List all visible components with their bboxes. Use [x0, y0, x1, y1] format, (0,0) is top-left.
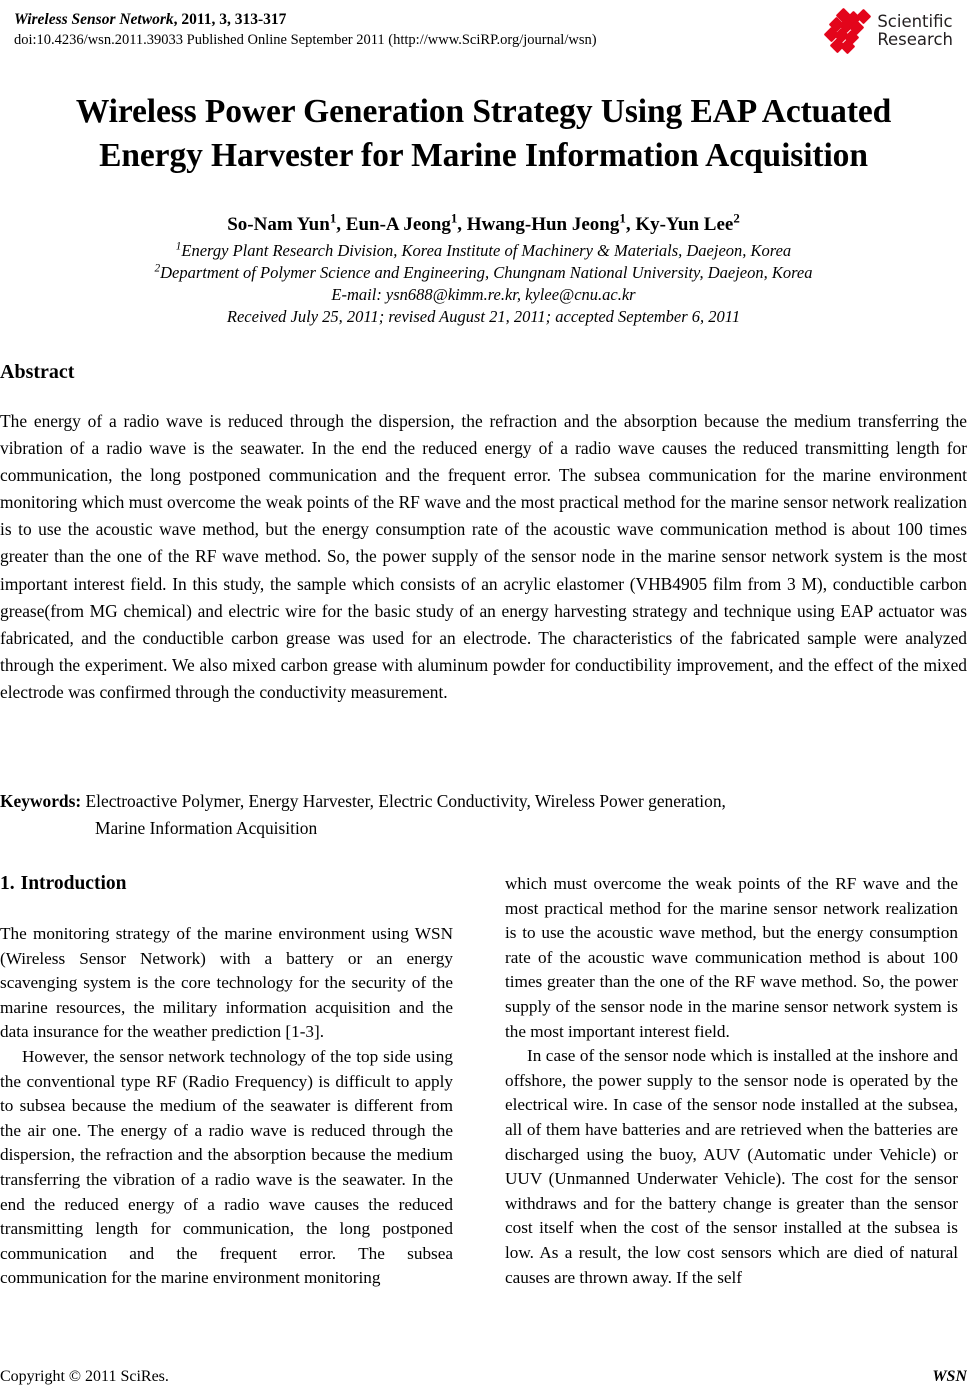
logo-word-scientific: Scientific: [877, 11, 953, 31]
abstract-heading: Abstract: [0, 361, 75, 383]
diamond-cluster-icon: [826, 10, 870, 52]
keywords-block: [0, 788, 860, 842]
paragraph: The monitoring strategy of the marine environment using WSN (Wireless Sensor Network) with a battery or an energy scavenging system is the core technology for the security of the marine resources, the military information acquisition and the data insurance for the weather prediction [1-3].: [0, 924, 453, 1042]
author-emails[interactable]: E-mail: ysn688@kimm.re.kr, kylee@cnu.ac.kr: [331, 285, 636, 304]
keywords-line-1: Electroactive Polymer, Energy Harvester, Electric Conductivity, Wireless Power generation,: [85, 791, 726, 811]
column-right: [505, 872, 958, 1290]
abstract-text: The energy of a radio wave is reduced through the dispersion, the refraction and the absorption because the medium transferring the vibration of a radio wave is the seawater. In the end the reduced energy of a radio wave causes the reduced transmitting length for communication, the long postponed communication and the frequent error. The subsea communication for the marine environment monitoring which must overcome the weak points of the RF wave and the most practical method for the marine sensor network realization is to use the acoustic wave method, but the energy consumption rate of the acoustic wave communication method is about 100 times greater than the one of the RF wave method. So, the power supply of the sensor node in the marine sensor network system is the most important interest field. In this study, the sample which consists of an acrylic elastomer (VHB4905 film from 3 M), conductible carbon grease(from MG chemical) and electric wire for the basic study of an energy harvesting strategy and technique using EAP actuator was fabricated, and the conductible carbon grease was used for an electrode. The characteristics of the fabricated sample were analyzed through the experiment. We also mixed carbon grease with aluminum powder for conductibility improvement, and the effect of the mixed electrode was confirmed through the conductivity measurement.: [0, 411, 967, 702]
keywords-label: Keywords:: [0, 791, 82, 811]
logo-word-research: Research: [877, 30, 953, 49]
copyright-notice: Copyright © 2011 SciRes.: [0, 1368, 169, 1385]
affiliation-1: $^1$Energy Plant Research Division, Korea Institute of Machinery & Materials, Daejeon, Korea: [175, 240, 792, 260]
masthead-text: [14, 10, 774, 50]
paragraph: which must overcome the weak points of the RF wave and the most practical method for the marine sensor network realization is to use the acoustic wave method, but the energy consumption rate of the acoustic wave communication method is about 100 times greater than the one of the RF wave method. So, the power supply of the sensor node in the marine sensor network system is the most important interest field.: [505, 874, 958, 1041]
section-number: 1.: [0, 873, 15, 894]
title-line-2: Energy Harvester for Marine Information Acquisition: [99, 137, 868, 174]
journal-citation-line: [14, 10, 774, 29]
keywords-line-2: Marine Information Acquisition: [95, 818, 318, 838]
authors-block: [40, 212, 927, 328]
doi-line[interactable]: doi:10.4236/wsn.2011.39033 Published Online September 2011 (http://www.SciRP.org/journal/wsn): [14, 32, 597, 48]
journal-abbreviation: WSN: [932, 1368, 967, 1385]
column-left: [0, 872, 453, 1291]
masthead: [14, 10, 953, 56]
journal-name: Wireless Sensor Network: [14, 11, 174, 28]
body-columns: [0, 872, 967, 1322]
paragraph: In case of the sensor node which is installed at the inshore and offshore, the power supply to the sensor node is operated by the electrical wire. In case of the sensor node installed at the subsea, all of them have batteries and are retrieved when the batteries are discharged using the buoy, AUV (Automatic under Vehicle) or UUV (Unmanned Underwater Vehicle). The cost for the sensor withdraws and for the battery change is greater than the sensor cost itself when the cost of the sensor installed at the subsea is low. As a result, the low cost sensors which are died of natural causes are thrown away. If the self: [505, 1046, 958, 1287]
scientific-research-logo: [826, 10, 953, 52]
logo-wordmark: [877, 13, 953, 50]
journal-volume-pages: , 2011, 3, 313-317: [173, 11, 287, 28]
title-line-1: Wireless Power Generation Strategy Using EAP Actuated: [75, 93, 892, 130]
author-list: So-Nam Yun$^1$, Eun-A Jeong$^1$, Hwang-Hun Jeong$^1$, Ky-Yun Lee$^2$: [227, 210, 740, 235]
section-heading-introduction: [0, 872, 453, 896]
title-block: [30, 90, 937, 178]
paragraph: However, the sensor network technology of the top side using the conventional type RF (Radio Frequency) is difficult to apply to subsea because the medium of the seawater is different from the air one. The energy of a radio wave is reduced through the dispersion, the refraction and the absorption because the medium transferring the vibration of a radio wave is the seawater. In the end the reduced energy of a radio wave causes the reduced transmitting length for communication, the long postponed communication and the frequent error. The subsea communication for the marine environment monitoring: [0, 1046, 453, 1288]
affiliation-2: $^2$Department of Polymer Science and Engineering, Chungnam National University, Daejeon, Korea: [154, 262, 813, 282]
section-title: Introduction: [20, 873, 127, 894]
page-title: [30, 90, 937, 178]
submission-dates: Received July 25, 2011; revised August 21, 2011; accepted September 6, 2011: [226, 307, 741, 326]
